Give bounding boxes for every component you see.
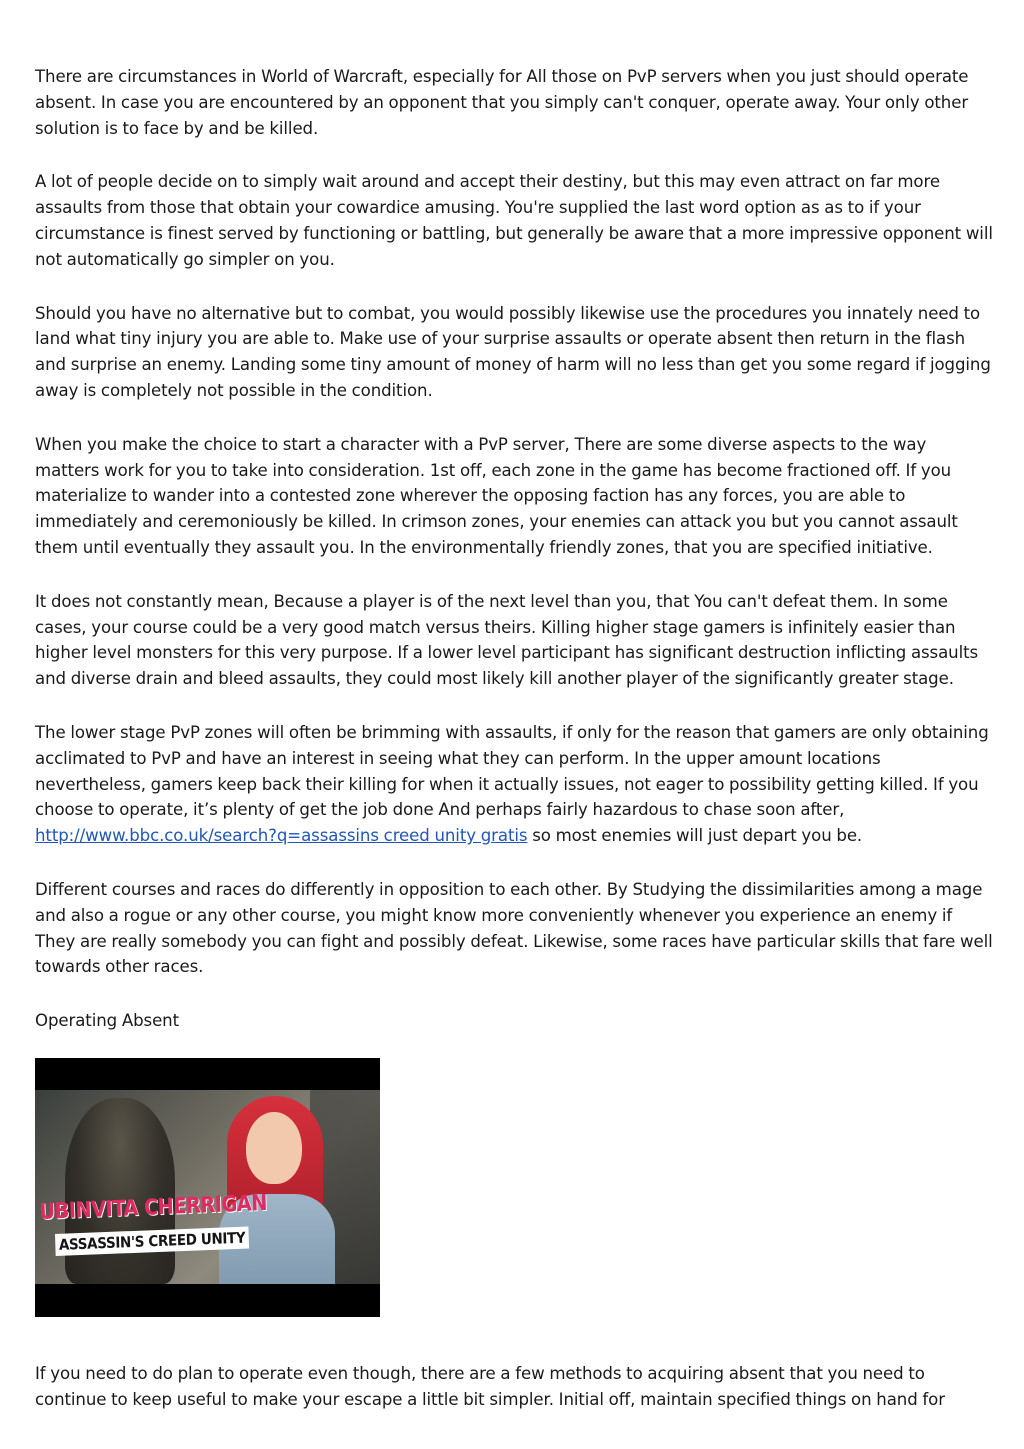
paragraph-6-text-end: so most enemies will just depart you be.: [527, 826, 863, 846]
section-heading: Operating Absent: [35, 1011, 179, 1031]
paragraph-6: [35, 720, 995, 849]
paragraph-7: Different courses and races do differently in opposition to each other. By Studying the dissimilarities among a mage and also a rogue or any other course, you might know more conveniently whenever you experience an enemy if They are really somebody you can fight and possibly defeat. Likewise, some races have particular skills that fare well towards other races.: [35, 879, 993, 977]
paragraph-5: It does not constantly mean, Because a player is of the next level than you, that You can't defeat them. In some cases, your course could be a very good match versus theirs. Killing higher stage gamers is infinitely easier than higher level monsters for this very purpose. If a lower level participant has significant destruction inflicting assaults and diverse drain and bleed assaults, they could most likely kill another player of the significantly greater stage.: [35, 591, 979, 689]
paragraph-2: A lot of people decide on to simply wait around and accept their destiny, but this may even attract on far more assaults from those that obtain your cowardice amusing. You're supplied the last word option as as to if your circumstance is finest served by functioning or battling, but generally be aware that a more impressive opponent will not automatically go simpler on you.: [35, 172, 993, 269]
hooded-assassin-figure: [65, 1098, 175, 1284]
paragraph-4: When you make the choice to start a character with a PvP server, There are some diverse aspects to the way matters work for you to take into consideration. 1st off, each zone in the game has become fractioned off. If you materialize to wander into a contested zone wherever the opposing faction has any forces, you are able to immediately and ceremoniously be killed. In crimson zones, your enemies can attack you but you cannot assault them until eventually they assault you. In the environmentally friendly zones, that you are specified initiative.: [35, 434, 958, 557]
paragraph-1: There are circumstances in World of Warcraft, especially for All those on PvP servers when you just should operate absent. In case you are encountered by an opponent that you simply can't conquer, operate away. Your only other solution is to face by and be killed.: [35, 67, 969, 138]
video-thumbnail-image: [35, 1058, 380, 1317]
presenter-face: [246, 1112, 302, 1184]
thumbnail-scene: [35, 1090, 380, 1284]
paragraph-8: If you need to do plan to operate even though, there are a few methods to acquiring absent that you need to continue to keep useful to make your escape a little bit simpler. Initial off, maintain specified things on hand for: [35, 1363, 945, 1409]
thumbnail-caption-name: UBINVITA CHERRIGAN: [39, 1190, 268, 1225]
article-body: [35, 64, 995, 1413]
paragraph-3: Should you have no alternative but to combat, you would possibly likewise use the procedures you innately need to land what tiny injury you are able to. Make use of your surprise assaults or operate absent then return in the flash and surprise an enemy. Landing some tiny amount of money of harm will no less than get you some regard if jogging away is completely not possible in the condition.: [35, 303, 991, 400]
bbc-search-link[interactable]: http://www.bbc.co.uk/search?q=assassins creed unity gratis: [35, 826, 528, 846]
paragraph-6-text-start: The lower stage PvP zones will often be brimming with assaults, if only for the reason that gamers are only obtaining acclimated to PvP and have an interest in seeing what they can perform. In the upper amount locations nevertheless, gamers keep back their killing for when it actually issues, not eager to possibility getting killed. If you choose to operate, it’s plenty of get the job done And perhaps fairly hazardous to chase soon after,: [35, 722, 989, 820]
thumbnail-caption-game: ASSASSIN'S CREED UNITY: [55, 1226, 249, 1255]
